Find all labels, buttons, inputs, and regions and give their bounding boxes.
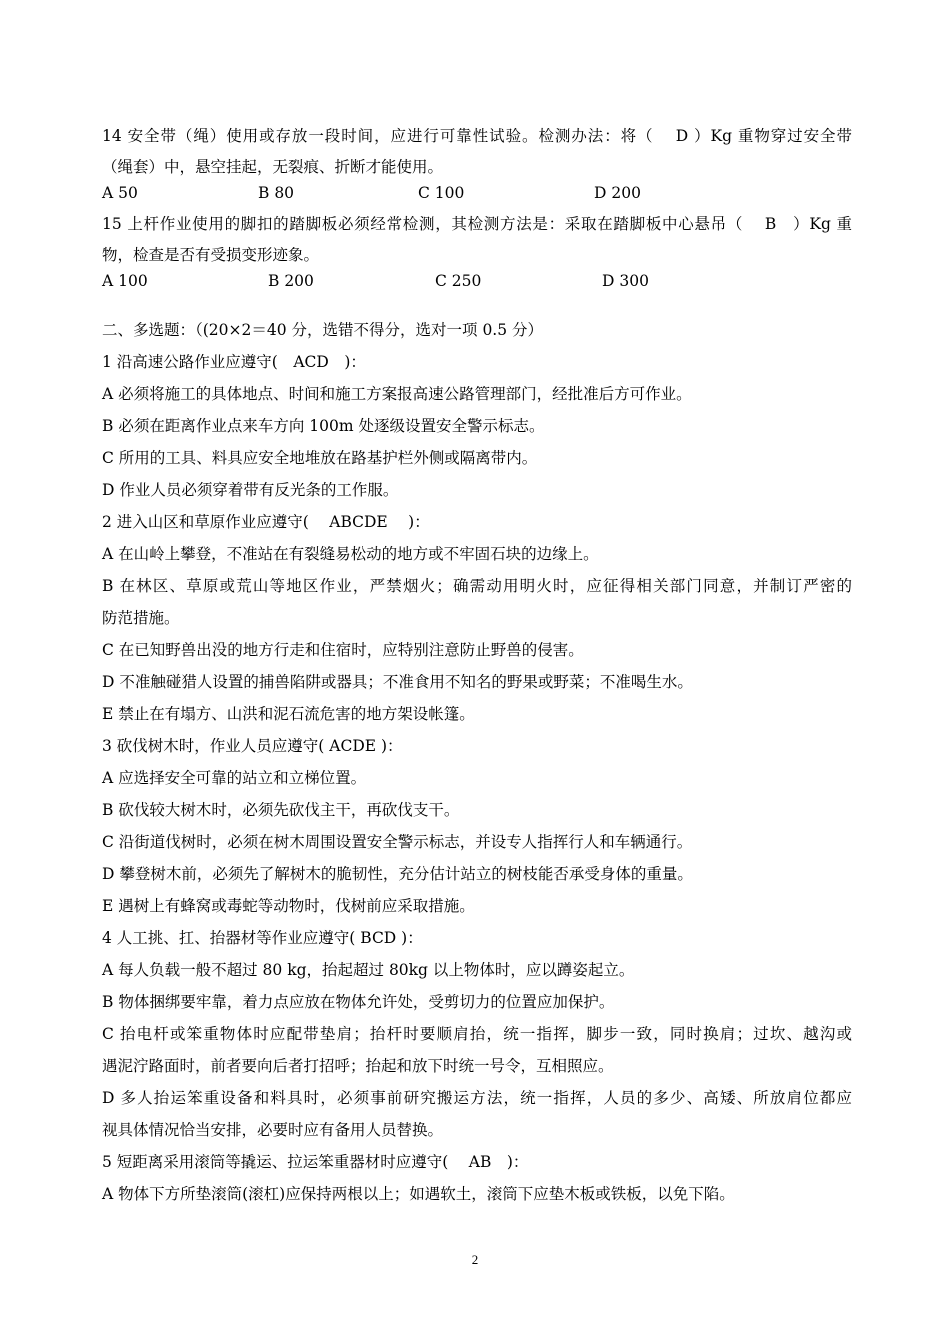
m4-option-c-line1: C 抬电杆或笨重物体时应配带垫肩；抬杆时要顺肩抬，统一指挥，脚步一致，同时换肩；过坎、越沟或 [102, 1025, 852, 1043]
m2-option-b-line2: 防范措施。 [102, 609, 180, 627]
q15-option-d: D 300 [602, 272, 649, 290]
m2-option-c: C 在已知野兽出没的地方行走和住宿时，应特别注意防止野兽的侵害。 [102, 641, 584, 659]
m1-option-d: D 作业人员必须穿着带有反光条的工作服。 [102, 481, 399, 499]
m1-option-a: A 必须将施工的具体地点、时间和施工方案报高速公路管理部门，经批准后方可作业。 [102, 385, 692, 403]
m5-option-a: A 物体下方所垫滚筒(滚杠)应保持两根以上；如遇软土，滚筒下应垫木板或铁板，以免下陷。 [102, 1185, 735, 1203]
q15-option-c: C 250 [435, 272, 482, 290]
m4-option-c-line2: 遇泥泞路面时，前者要向后者打招呼；抬起和放下时统一号令，互相照应。 [102, 1057, 614, 1075]
q14-line2: （绳套）中，悬空挂起，无裂痕、折断才能使用。 [102, 158, 444, 176]
q15-option-b: B 200 [268, 272, 314, 290]
q14-option-c: C 100 [418, 184, 465, 202]
m3-option-e: E 遇树上有蜂窝或毒蛇等动物时，伐树前应采取措施。 [102, 897, 475, 915]
m3-option-d: D 攀登树木前，必须先了解树木的脆韧性，充分估计站立的树枝能否承受身体的重量。 [102, 865, 693, 883]
m4-option-b: B 物体捆绑要牢靠，着力点应放在物体允许处，受剪切力的位置应加保护。 [102, 993, 615, 1011]
m2-option-a: A 在山岭上攀登，不准站在有裂缝易松动的地方或不牢固石块的边缘上。 [102, 545, 599, 563]
q15-line1: 15 上杆作业使用的脚扣的踏脚板必须经常检测，其检测方法是：采取在踏脚板中心悬吊（ B ）Kg 重 [102, 215, 852, 233]
m4-option-a: A 每人负载一般不超过 80 kg，抬起超过 80kg 以上物体时，应以蹲姿起立。 [102, 961, 635, 979]
m3-option-b: B 砍伐较大树木时，必须先砍伐主干，再砍伐支干。 [102, 801, 460, 819]
q14-line1: 14 安全带（绳）使用或存放一段时间，应进行可靠性试验。检测办法：将（ D ）Kg 重物穿过安全带 [102, 127, 852, 145]
m2-option-d: D 不准触碰猎人设置的捕兽陷阱或器具；不准食用不知名的野果或野菜；不准喝生水。 [102, 673, 693, 691]
q14-option-d: D 200 [594, 184, 641, 202]
q14-option-a: A 50 [102, 184, 138, 202]
m4-option-d-line2: 视具体情况恰当安排，必要时应有备用人员替换。 [102, 1121, 444, 1139]
m5-question: 5 短距离采用滚筒等撬运、拉运笨重器材时应遵守( AB )： [102, 1153, 529, 1171]
m3-option-a: A 应选择安全可靠的站立和立梯位置。 [102, 769, 367, 787]
page-number: 2 [471, 1252, 479, 1267]
m4-question: 4 人工挑、扛、抬器材等作业应遵守( BCD )： [102, 929, 423, 947]
section-2-heading: 二、多选题：（(20×2＝40 分，选错不得分，选对一项 0.5 分） [102, 321, 544, 339]
m2-option-e: E 禁止在有塌方、山洪和泥石流危害的地方架设帐篷。 [102, 705, 475, 723]
m1-question: 1 沿高速公路作业应遵守( ACD )： [102, 353, 366, 371]
m2-option-b-line1: B 在林区、草原或荒山等地区作业，严禁烟火；确需动用明火时，应征得相关部门同意，并制订严密的 [102, 577, 852, 595]
m1-option-c: C 所用的工具、料具应安全地堆放在路基护栏外侧或隔离带内。 [102, 449, 538, 467]
m4-option-d-line1: D 多人抬运笨重设备和料具时，必须事前研究搬运方法，统一指挥，人员的多少、高矮、所放肩位都应 [102, 1089, 852, 1107]
m1-option-b: B 必须在距离作业点来车方向 100m 处逐级设置安全警示标志。 [102, 417, 545, 435]
m2-question: 2 进入山区和草原作业应遵守( ABCDE )： [102, 513, 430, 531]
q15-line2: 物，检查是否有受损变形迹象。 [102, 246, 320, 264]
m3-option-c: C 沿街道伐树时，必须在树木周围设置安全警示标志，并设专人指挥行人和车辆通行。 [102, 833, 693, 851]
q14-option-b: B 80 [258, 184, 295, 202]
m3-question: 3 砍伐树木时，作业人员应遵守( ACDE )： [102, 737, 403, 755]
q15-option-a: A 100 [102, 272, 148, 290]
